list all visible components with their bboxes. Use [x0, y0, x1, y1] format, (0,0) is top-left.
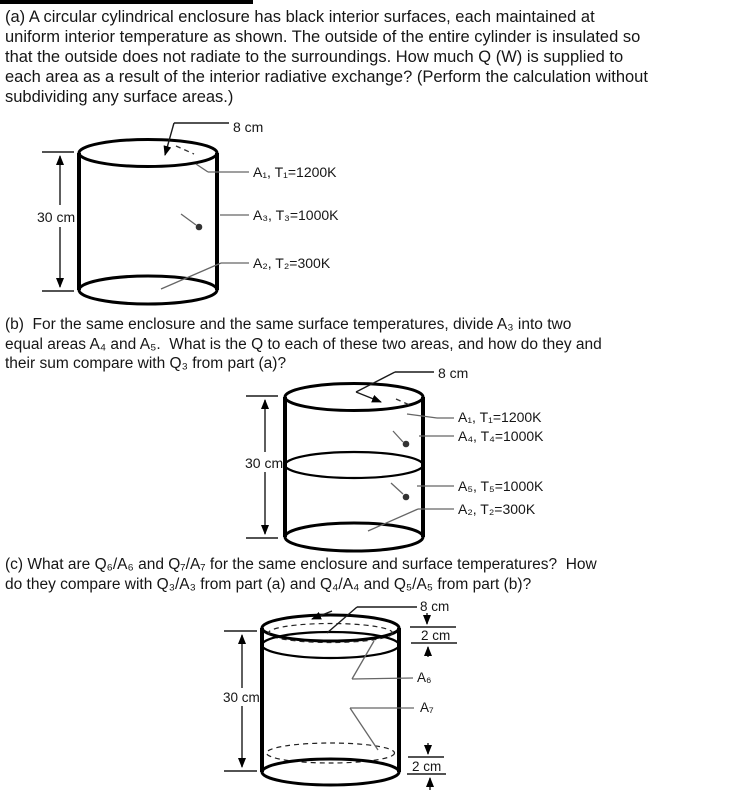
diameter-callout — [356, 365, 468, 406]
height-label: 30 cm — [245, 455, 284, 471]
surface-label: A₂, T₂=300K — [253, 255, 331, 271]
bottom-band-dimension — [407, 743, 446, 790]
part-c-text — [5, 555, 597, 594]
surface-label-bottom — [161, 255, 331, 289]
top-band-dimension — [410, 613, 457, 657]
diameter-label: 8 cm — [233, 119, 264, 135]
diameter-label: 8 cm — [420, 599, 450, 614]
bottom-band-label: 2 cm — [412, 759, 442, 774]
text-line: that the outside does not radiate to the surroundings. How much Q (W) is supplied to — [5, 48, 624, 66]
height-label: 30 cm — [223, 690, 260, 705]
surface-label-side — [181, 207, 339, 230]
cylinder — [285, 384, 423, 552]
text-line: (a) A circular cylindrical enclosure has black interior surfaces, each maintained at — [5, 8, 595, 26]
text-line: each area as a result of the interior radiative exchange? (Perform the calculation without — [5, 68, 648, 86]
cylinder — [262, 615, 399, 785]
text-line: (b) For the same enclosure and the same surface temperatures, divide A₃ into two — [5, 316, 572, 333]
height-label: 30 cm — [37, 209, 76, 225]
surface-label-upper-side — [393, 428, 544, 447]
top-rule — [0, 0, 253, 4]
text-line: subdividing any surface areas.) — [5, 88, 234, 106]
surface-label: A₂, T₂=300K — [458, 501, 536, 517]
top-band-label: 2 cm — [421, 628, 451, 643]
height-dimension — [223, 631, 260, 771]
surface-label-top — [407, 409, 542, 425]
part-a-diagram — [30, 110, 350, 312]
surface-label: A₃, T₃=1000K — [253, 207, 339, 223]
surface-label-upper-ring — [352, 641, 431, 685]
part-a-text — [5, 7, 648, 107]
text-line: (c) What are Q₆/A₆ and Q₇/A₇ for the same enclosure and surface temperatures? How — [5, 556, 597, 573]
part-c-diagram — [215, 596, 465, 801]
surface-label: A₁, T₁=1200K — [253, 164, 337, 180]
surface-label: A₇ — [420, 700, 434, 715]
surface-label-lower-ring — [350, 700, 434, 750]
height-dimension — [245, 396, 283, 538]
surface-label: A₆ — [417, 670, 432, 685]
text-line: uniform interior temperature as shown. The outside of the entire cylinder is insulated so — [5, 28, 641, 46]
part-b-diagram — [235, 363, 560, 563]
text-line: their sum compare with Q₃ from part (a)? — [5, 355, 287, 372]
surface-label: A₁, T₁=1200K — [458, 409, 542, 425]
diameter-label: 8 cm — [438, 365, 469, 381]
surface-label: A₅, T₅=1000K — [458, 478, 544, 494]
surface-label: A₄, T₄=1000K — [458, 428, 544, 444]
surface-label-lower-side — [391, 478, 544, 500]
text-line: equal areas A₄ and A₅. What is the Q to each of these two areas, and how do they and — [5, 335, 602, 353]
height-dimension — [37, 152, 75, 291]
text-line: do they compare with Q₃/A₃ from part (a) and Q₄/A₄ and Q₅/A₅ from part (b)? — [5, 575, 532, 593]
